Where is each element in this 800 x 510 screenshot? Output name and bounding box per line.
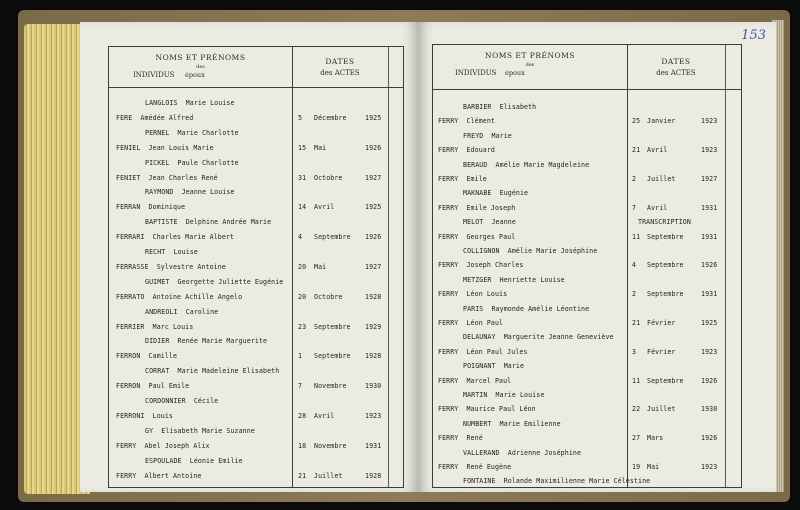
entry-day: 19 [632, 463, 641, 471]
entry-name: RECHT Louise [145, 248, 198, 256]
entry-day: 2 [632, 290, 637, 299]
entry-day: 25 [632, 117, 641, 126]
entry-groom [438, 146, 725, 154]
header-dates: DATES [661, 57, 691, 66]
entry-name: FERRY Emile Joseph [438, 203, 516, 212]
entry-name: BARBIER Elisabeth [463, 103, 537, 111]
entry-year: 1931 [701, 203, 718, 212]
entry-month: Septembre [647, 232, 684, 241]
entry-day: 18 [298, 441, 307, 450]
entry-bride [145, 367, 389, 375]
entry-year: 1929 [365, 322, 382, 331]
header-rule [433, 89, 741, 90]
entry-name: FERRY Léon Louis [438, 290, 508, 299]
entry-month: Juillet [647, 405, 676, 414]
entry-bride [463, 189, 725, 197]
header-noms: NOMS ET PRÉNOMS [485, 51, 575, 60]
entry-bride [463, 161, 725, 169]
entry-name: FERRARI Charles Marie Albert [116, 233, 235, 242]
entry-name: FERRY Léon Paul Jules [438, 347, 528, 356]
entry-groom [438, 463, 725, 471]
entry-name: FREYD Marie [463, 131, 512, 140]
entry-month: Mars [647, 434, 664, 443]
entry-year: 1923 [701, 347, 718, 356]
entry-bride [463, 362, 725, 370]
header-individus: INDIVIDUS [455, 69, 497, 77]
entry-day: 3 [632, 347, 637, 356]
entry-bride [463, 477, 725, 485]
entry-name: FERRY René Eugène [438, 463, 512, 471]
entry-month: Octobre [314, 292, 343, 301]
entry-month: Mai [314, 262, 327, 271]
entry-bride [145, 218, 389, 226]
entry-name: CORRAT Marie Madeleine Elisabeth [145, 367, 280, 376]
entry-year: 1927 [701, 175, 718, 183]
entry-groom [438, 117, 725, 125]
entry-bride [463, 132, 725, 140]
entry-name: METZGER Henriette Louise [463, 275, 565, 284]
entry-bride [145, 337, 389, 345]
left-register-table [108, 46, 404, 488]
entry-groom [438, 233, 725, 241]
entry-year: 1923 [701, 463, 718, 471]
entry-groom [116, 352, 389, 360]
transcription-note: TRANSCRIPTION [638, 218, 691, 227]
entry-day: 5 [298, 113, 303, 122]
entry-month: Avril [314, 411, 335, 420]
entry-name: FERE Amédée Alfred [116, 113, 194, 122]
entry-name: FONTAINE Rolande Maximilienne Marie Célestine [463, 477, 651, 486]
entry-name: FERRONI Louis [116, 411, 173, 420]
entry-name: FERRY Joseph Charles [438, 261, 524, 270]
entry-bride [463, 391, 725, 399]
entry-groom [116, 412, 389, 420]
header-epoux: époux [185, 71, 205, 79]
entry-month: Septembre [314, 352, 351, 361]
entry-name: MELOT Jeanne [463, 218, 516, 227]
entry-year: 1931 [701, 290, 718, 299]
entry-day: 31 [298, 173, 307, 182]
entry-day: 22 [632, 405, 641, 414]
entry-name: PARIS Raymonde Amélie Léontine [463, 304, 590, 313]
header-des-actes: des ACTES [656, 69, 696, 77]
entry-year: 1926 [365, 233, 382, 242]
entry-month: Septembre [647, 376, 684, 385]
entry-year: 1925 [365, 203, 382, 212]
entry-bride [463, 420, 725, 428]
column-separator [725, 45, 726, 487]
entry-day: 23 [298, 322, 307, 331]
entry-name: FERRON Camille [116, 352, 178, 361]
entry-bride [463, 333, 725, 341]
entry-groom [116, 382, 389, 390]
entry-name: GUIMET Georgette Juliette Eugénie [145, 277, 284, 286]
entry-groom [438, 434, 725, 442]
entry-year: 1923 [701, 117, 718, 126]
left-page [80, 22, 418, 492]
entry-name: FERRY Abel Joseph Alix [116, 441, 210, 450]
entry-name: FERRY Léon Paul [438, 319, 504, 327]
entry-name: CORDONNIER Cécile [145, 397, 219, 405]
entry-name: MARTIN Marie Louise [463, 391, 545, 399]
entry-name: FENIEL Jean Louis Marie [116, 143, 214, 152]
entry-groom [116, 233, 389, 241]
register-book [18, 10, 790, 502]
entry-month: Septembre [647, 290, 684, 299]
entry-groom [438, 348, 725, 356]
entry-month: Mai [647, 463, 660, 471]
entry-day: 14 [298, 203, 307, 212]
entry-bride [463, 103, 725, 111]
entry-month: Novembre [314, 382, 347, 391]
entry-bride [145, 159, 389, 167]
entry-year: 1923 [701, 146, 718, 155]
entry-bride [145, 427, 389, 435]
entry-month: Septembre [314, 233, 351, 242]
entry-month: Mai [314, 143, 327, 152]
entry-month: Décembre [314, 113, 347, 122]
entry-name: FERRON Paul Emile [116, 382, 190, 391]
entry-name: COLLIGNON Amélie Marie Joséphine [463, 247, 598, 255]
header-rule [109, 87, 403, 88]
entry-month: Avril [314, 203, 335, 212]
entry-name: BERAUD Amélie Marie Magdeleine [463, 160, 590, 169]
entry-month: Octobre [314, 173, 343, 182]
entry-groom [438, 319, 725, 327]
entry-day: 28 [298, 411, 307, 420]
entry-year: 1927 [365, 262, 382, 271]
entry-month: Avril [647, 203, 668, 212]
entry-month: Juillet [314, 471, 343, 480]
entry-year: 1930 [701, 405, 718, 414]
entry-name: NUMBERT Marie Emilienne [463, 419, 561, 428]
entry-name: FERRAN Dominique [116, 203, 186, 212]
entry-groom [116, 442, 389, 450]
entry-name: FERRY Emile [438, 175, 487, 183]
entry-month: Février [647, 347, 676, 356]
entry-day: 11 [632, 376, 641, 385]
entry-day: 20 [298, 292, 307, 301]
entry-day: 15 [298, 143, 307, 152]
header-individus: INDIVIDUS [133, 71, 175, 79]
header-noms: NOMS ET PRÉNOMS [155, 53, 246, 62]
entry-bride [463, 449, 725, 457]
entry-day: 1 [298, 352, 303, 361]
entry-name: FERRIER Marc Louis [116, 322, 194, 331]
entry-day: 4 [298, 233, 303, 242]
entry-bride [463, 305, 725, 313]
entry-groom [116, 323, 389, 331]
entry-name: FERRASSE Sylvestre Antoine [116, 262, 226, 271]
entry-name: VALLERAND Adrienne Joséphine [463, 448, 582, 457]
entry-year: 1927 [365, 173, 382, 182]
entry-groom [116, 144, 389, 152]
header-des-actes: des ACTES [320, 69, 360, 77]
entry-month: Juillet [647, 175, 676, 183]
entry-name: BAPTISTE Delphine Andrée Marie [145, 218, 272, 227]
entry-name: DELAUNAY Marguerite Jeanne Geneviève [463, 333, 614, 342]
entry-day: 7 [632, 203, 637, 212]
entry-groom [438, 261, 725, 269]
entry-bride [145, 188, 389, 196]
entry-name: FERRY Edouard [438, 146, 495, 155]
entry-year: 1930 [365, 382, 382, 391]
entry-groom [116, 114, 389, 122]
entry-bride [463, 276, 725, 284]
entry-groom [116, 472, 389, 480]
entry-day: 11 [632, 232, 641, 241]
entry-groom [116, 263, 389, 271]
entry-bride [463, 247, 725, 255]
entry-year: 1926 [701, 434, 718, 443]
entry-bride [145, 99, 389, 107]
entry-day: 21 [632, 319, 641, 327]
entry-groom [116, 293, 389, 301]
entry-day: 4 [632, 261, 637, 270]
entry-year: 1928 [365, 292, 382, 301]
entry-day: 7 [298, 382, 303, 391]
entry-groom [438, 377, 725, 385]
entry-month: Septembre [647, 261, 684, 270]
entry-groom [116, 174, 389, 182]
entry-groom [438, 290, 725, 298]
entry-name: FENIET Jean Charles René [116, 173, 218, 182]
header-dates: DATES [325, 57, 355, 66]
entry-groom [438, 204, 725, 212]
entry-bride [145, 278, 389, 286]
entry-year: 1926 [701, 376, 718, 385]
entry-year: 1923 [365, 411, 382, 420]
entry-month: Septembre [314, 322, 351, 331]
right-page [418, 22, 776, 492]
entry-name: ANDREOLI Caroline [145, 307, 219, 316]
entry-name: FERRY Maurice Paul Léon [438, 405, 536, 414]
entry-name: FERRY Albert Antoine [116, 471, 202, 480]
entry-bride [463, 218, 725, 226]
header-epoux: époux [505, 69, 525, 77]
entry-name: FERRY René [438, 434, 483, 443]
entry-name: FERRY Georges Paul [438, 232, 516, 241]
entry-year: 1925 [365, 113, 382, 122]
entry-name: ESPOULADE Léonie Emilie [145, 456, 243, 465]
entry-bride [145, 397, 389, 405]
entry-year: 1931 [701, 232, 718, 241]
entry-bride [145, 457, 389, 465]
entry-groom [116, 203, 389, 211]
entry-year: 1928 [365, 471, 382, 480]
entry-name: DIDIER Renée Marie Marguerite [145, 337, 268, 346]
entry-name: MAKNABE Eugénie [463, 189, 529, 198]
entry-year: 1931 [365, 441, 382, 450]
entry-name: RAYMOND Jeanne Louise [145, 188, 235, 197]
entry-month: Novembre [314, 441, 347, 450]
entry-name: FERRY Clément [438, 117, 495, 126]
entry-month: Février [647, 319, 676, 327]
header-des: des [525, 62, 535, 68]
header-des: des [196, 64, 205, 70]
entry-month: Avril [647, 146, 668, 155]
entry-name: PERNEL Marie Charlotte [145, 128, 239, 137]
entry-name: GY Elisabeth Marie Suzanne [145, 426, 255, 435]
entry-year: 1926 [701, 261, 718, 270]
entry-bride [145, 248, 389, 256]
entry-bride [145, 308, 389, 316]
entry-year: 1925 [701, 319, 718, 327]
folio-number: 153 [741, 28, 766, 43]
entry-year: 1926 [365, 143, 382, 152]
entry-day: 21 [632, 146, 641, 155]
entry-groom [438, 175, 725, 183]
entry-year: 1928 [365, 352, 382, 361]
entry-name: FERRY Marcel Paul [438, 376, 512, 385]
entry-day: 2 [632, 175, 637, 183]
entry-day: 21 [298, 471, 307, 480]
right-register-table [432, 44, 742, 488]
entry-day: 20 [298, 262, 307, 271]
entry-bride [145, 129, 389, 137]
entry-name: POIGNANT Marie [463, 362, 525, 371]
entry-name: LANGLOIS Marie Louise [145, 99, 235, 107]
entry-month: Janvier [647, 117, 676, 126]
entry-name: PICKEL Paule Charlotte [145, 158, 239, 167]
entry-groom [438, 405, 725, 413]
entry-day: 27 [632, 434, 641, 443]
entry-name: FERRATO Antoine Achille Angelo [116, 292, 243, 301]
